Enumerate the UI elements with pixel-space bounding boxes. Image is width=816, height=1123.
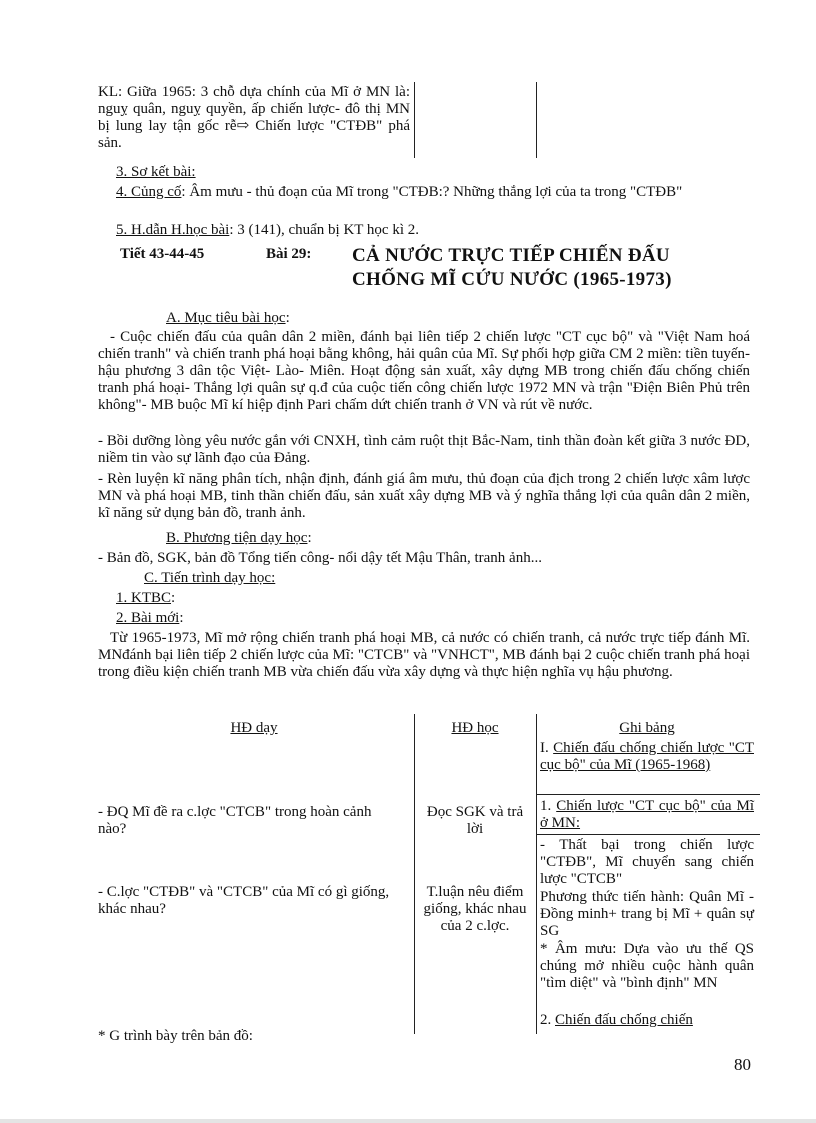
lesson-title-line1: CẢ NƯỚC TRỰC TIẾP CHIẾN ĐẤU <box>352 245 670 266</box>
hdan-paragraph <box>116 222 756 239</box>
top-table-divider-1 <box>414 82 415 158</box>
so-ket-label: 3. Sơ kết bài: <box>116 164 196 180</box>
bai-moi-label: 2. Bài mới <box>116 610 180 626</box>
teaching-materials: - Bản đồ, SGK, bản đồ Tổng tiến công- nổi dậy tết Mậu Thân, tranh ảnh... <box>98 550 542 566</box>
objective-knowledge: - Cuộc chiến đấu của quân dân 2 miền, đánh bại liên tiếp 2 chiến lược "CT cục bộ" và "Việt Nam hoá chiến tranh" và chiến tranh phá hoại bằng không, hải quân của Mĩ. Sự phối hợp giữa CM 2 miền: tiền tuyến- hậu phương 3 dân tộc Việt- Lào- Miên. Hoạt động sản xuất, xây dựng MB trong chiến đấu chống chiến tranh phá hoại- Thắng lợi quân sự q.đ của cuộc tiến công chiến lược 1972 MN và trận "Điện Biên Phủ trên không"- MB buộc Mĩ kí hiệp định Pari chấm dứt chiến tranh ở VN và rút về nước. <box>98 329 750 413</box>
board-section-2-title: Chiến đấu chống chiến <box>555 1012 693 1028</box>
hdan-label: 5. H.dẫn H.học bài <box>116 222 230 238</box>
board-subsection-1 <box>540 798 754 832</box>
ktbc-label: 1. KTBC <box>116 590 172 606</box>
board-divider-1 <box>536 794 760 795</box>
section-c-title: C. Tiến trình dạy học: <box>144 570 276 586</box>
header-hd-day: HĐ dạy <box>230 720 278 736</box>
ktbc-line <box>116 590 175 607</box>
board-section-2-num: 2. <box>540 1012 552 1028</box>
section-b-heading <box>166 530 312 547</box>
cung-co-label: 4. Củng cố <box>116 184 182 200</box>
lesson-intro: Từ 1965-1973, Mĩ mở rộng chiến tranh phá hoại MB, cả nước có chiến tranh, cả nước trực tiếp đánh Mĩ. MNđánh bại liên tiếp 2 chiến lược của Mĩ: "CTCB" và "VNHCT", MB đánh bại 2 cuộc chiến tranh phá hoại trong điều kiện chiến tranh MB vừa chiến đấu vừa xây dựng và thực hiện nghĩa vụ hậu phương. <box>98 630 750 680</box>
page-number: 80 <box>734 1055 751 1074</box>
section-c-heading <box>144 570 275 587</box>
lesson-period: Tiết 43-44-45 <box>120 246 205 262</box>
kl-conclusion: KL: Giữa 1965: 3 chỗ dựa chính của Mĩ ở MN là: nguỵ quân, nguỵ quyền, ấp chiến lược- đô thị MN bị lung lay tận gốc rễ⇨ Chiến lược "CTĐB" phá sản. <box>98 84 410 151</box>
section-a-heading <box>166 310 290 327</box>
section-a-title: A. Mục tiêu bài học <box>166 310 286 326</box>
teacher-question-1: - ĐQ Mĩ đề ra c.lợc "CTCB" trong hoàn cảnh nào? <box>98 804 372 837</box>
board-divider-2 <box>536 834 760 835</box>
board-note-2: Phương thức tiến hành: Quân Mĩ - Đồng minh+ trang bị Mĩ + quân sự SG <box>540 889 754 939</box>
header-hd-hoc: HĐ học <box>451 720 499 736</box>
top-table-divider-2 <box>536 82 537 158</box>
board-section-1-title: Chiến đấu chống chiến lược "CT cục bộ" của Mĩ (1965-1968) <box>540 740 754 773</box>
table-divider-2 <box>536 714 537 1034</box>
lesson-number: Bài 29: <box>266 246 312 262</box>
board-section-1 <box>540 740 754 774</box>
so-ket-heading <box>116 164 196 181</box>
objective-attitude: - Bồi dưỡng lòng yêu nước gắn với CNXH, tình cảm ruột thịt Bắc-Nam, tinh thần đoàn kết giữa 3 nước ĐD, niềm tin vào sự lãnh đạo của Đảng. <box>98 433 750 466</box>
lesson-title-line2: CHỐNG MĨ CỨU NƯỚC (1965-1973) <box>352 269 672 290</box>
cung-co-paragraph <box>98 184 750 201</box>
header-ghi-bang: Ghi bảng <box>619 720 675 736</box>
board-note-3: * Âm mưu: Dựa vào ưu thế QS chúng mở nhiều cuộc hành quân "tìm diệt" và "bình định" MN <box>540 941 754 991</box>
board-note-1: - Thất bại trong chiến lược "CTĐB", Mĩ chuyển sang chiến lược "CTCB" <box>540 837 754 887</box>
page-bottom-edge <box>0 1119 816 1123</box>
board-section-2 <box>540 1012 754 1029</box>
ktbc-colon: : <box>171 590 176 606</box>
section-b-title: B. Phương tiện dạy học <box>166 530 308 546</box>
bai-moi-line <box>116 610 184 627</box>
board-subsection-1-title: Chiến lược "CT cục bộ" của Mĩ ở MN: <box>540 798 755 831</box>
student-activity-2: T.luận nêu điểm giống, khác nhau của 2 c.lợc. <box>423 884 527 934</box>
student-activity-1: Đọc SGK và trả lời <box>426 804 524 837</box>
section-b-colon: : <box>307 530 312 546</box>
board-section-1-num: I. <box>540 740 549 756</box>
board-subsection-1-num: 1. <box>540 798 552 814</box>
hdan-text: : 3 (141), chuẩn bị KT học kì 2. <box>229 222 420 238</box>
teacher-note-map: * G trình bày trên bản đồ: <box>98 1028 253 1044</box>
bai-moi-colon: : <box>179 610 184 626</box>
teacher-question-2: - C.lợc "CTĐB" và "CTCB" của Mĩ có gì giống, khác nhau? <box>98 884 390 917</box>
objective-skills: - Rèn luyện kĩ năng phân tích, nhận định, đánh giá âm mưu, thủ đoạn của địch trong 2 chiến lược xâm lược MN và phá hoại MB, tinh thần chiến đấu, sản xuất xây dựng MB và ý nghĩa thắng lợi của quân dân 2 miền, kĩ năng sử dụng bản đồ, tranh ảnh. <box>98 471 750 521</box>
cung-co-text: : Âm mưu - thủ đoạn của Mĩ trong "CTĐB:? Những thắng lợi của ta trong "CTĐB" <box>181 184 683 200</box>
section-a-colon: : <box>285 310 290 326</box>
table-divider-1 <box>414 714 415 1034</box>
